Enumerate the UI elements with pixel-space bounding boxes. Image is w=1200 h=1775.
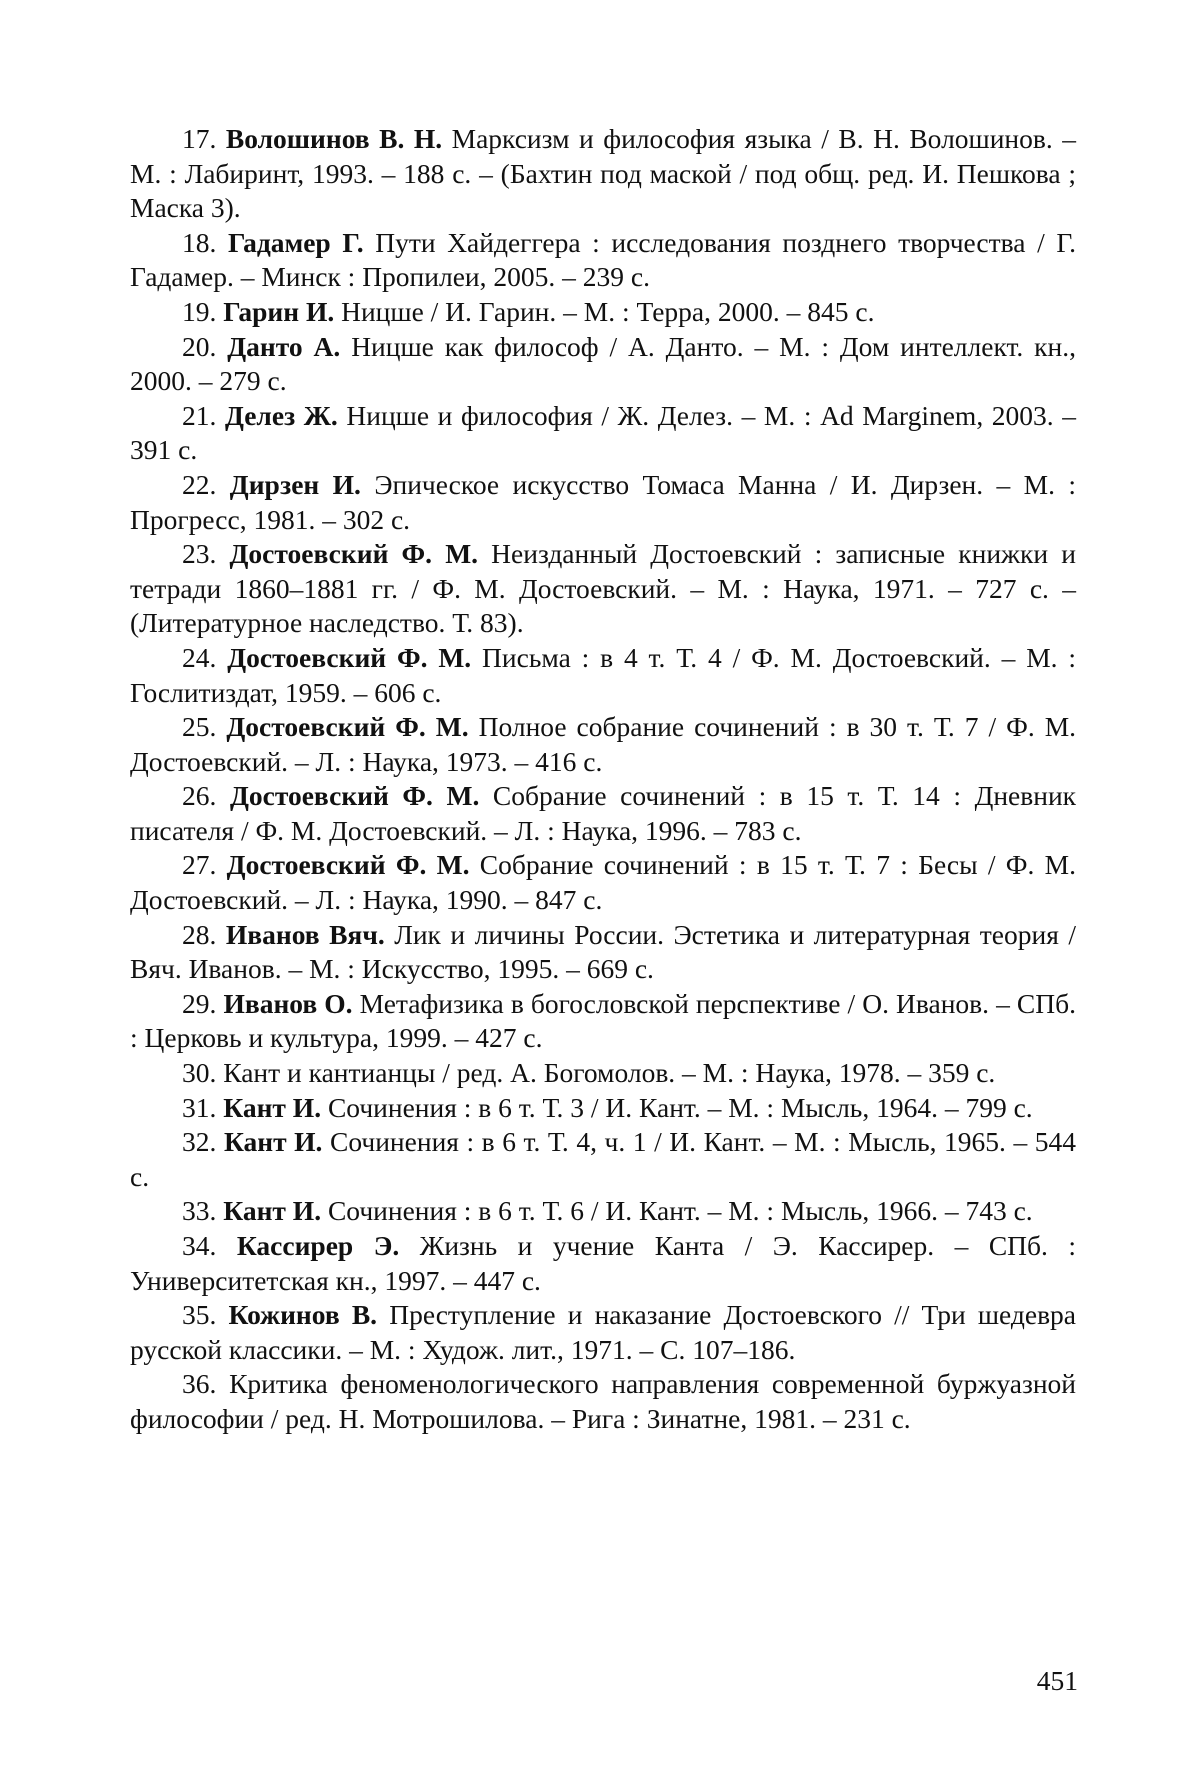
entry-number: 30. — [182, 1057, 217, 1089]
bibliography-entry — [130, 987, 1076, 1056]
entry-author: Кант И. — [223, 1195, 322, 1227]
entry-author: Кант И. — [223, 1091, 322, 1123]
bibliography-entry — [130, 641, 1076, 710]
bibliography-entry — [130, 1091, 1076, 1126]
page-number: 451 — [1036, 1665, 1078, 1696]
entry-text: Полное собрание сочинений : в 30 т. Т. 7 / Ф. М. Достоевский. – Л. : Наука, 1973. – 416 с. — [130, 711, 1077, 777]
entry-text: Эпическое искусство Томаса Манна / И. Дирзен. – М. : Прогресс, 1981. – 302 с. — [130, 468, 1077, 535]
entry-number: 22. — [182, 468, 217, 500]
entry-number: 26. — [182, 780, 217, 812]
entry-text: Сочинения : в 6 т. Т. 6 / И. Кант. – М. : Мысль, 1966. – 743 с. — [327, 1195, 1033, 1227]
entry-number: 28. — [182, 918, 217, 950]
bibliography-entry — [130, 399, 1076, 468]
entry-text: Критика феноменологического направления современной буржуазной философии / ред. Н. Мотрошилова. – Рига : Зинатне, 1981. – 231 с. — [130, 1368, 1076, 1434]
entry-number: 27. — [182, 849, 217, 881]
entry-number: 17. — [182, 123, 217, 154]
entry-number: 32. — [182, 1126, 217, 1158]
entry-text: Кант и кантианцы / ред. А. Богомолов. – М. : Наука, 1978. – 359 с. — [223, 1057, 996, 1089]
entry-author: Дирзен И. — [229, 468, 361, 500]
entry-text: Собрание сочинений : в 15 т. Т. 7 : Бесы / Ф. М. Достоевский. – Л. : Наука, 1990. – 847 с. — [130, 849, 1076, 916]
bibliography-entry — [130, 1056, 1076, 1091]
entry-number: 36. — [182, 1368, 217, 1400]
entry-author: Достоевский Ф. М. — [229, 538, 479, 570]
entry-text: Ницше как философ / А. Данто. – М. : Дом интеллект. кн., 2000. – 279 с. — [130, 330, 1076, 397]
entry-number: 19. — [182, 295, 217, 327]
entry-author: Кассирер Э. — [236, 1230, 400, 1261]
entry-author: Достоевский Ф. М. — [227, 641, 472, 673]
entry-text: Сочинения : в 6 т. Т. 3 / И. Кант. – М. : Мысль, 1964. – 799 с. — [327, 1091, 1033, 1123]
entry-author: Достоевский Ф. М. — [226, 849, 470, 881]
bibliography-entry — [130, 1367, 1076, 1436]
entry-author: Кант И. — [223, 1126, 323, 1158]
entry-number: 24. — [182, 641, 217, 673]
entry-text: Собрание сочинений : в 15 т. Т. 14 : Дневник писателя / Ф. М. Достоевский. – Л. : Наука, 1996. – 783 с. — [130, 780, 1077, 846]
entry-text: Письма : в 4 т. Т. 4 / Ф. М. Достоевский. – М. : Гослитиздат, 1959. – 606 с. — [130, 641, 1077, 708]
entry-text: Жизнь и учение Канта / Э. Кассирер. – СПб. : Университетская кн., 1997. – 447 с. — [130, 1230, 1077, 1296]
entry-text: Сочинения : в 6 т. Т. 4, ч. 1 / И. Кант. – М. : Мысль, 1965. – 544 с. — [130, 1126, 1077, 1192]
bibliography-entry — [130, 226, 1076, 295]
entry-text: Неизданный Достоевский : записные книжки и тетради 1860–1881 гг. / Ф. М. Достоевский. – М. : Наука, 1971. – 727 с. – (Литературное наследство. Т. 83). — [130, 538, 1076, 639]
entry-author: Иванов Вяч. — [225, 918, 385, 950]
bibliography-entry — [130, 1229, 1076, 1298]
entry-number: 23. — [182, 538, 217, 570]
entry-text: Лик и личины России. Эстетика и литературная теория / Вяч. Иванов. – М. : Искусство, 1995. – 669 с. — [130, 918, 1076, 985]
entry-number: 35. — [182, 1299, 217, 1331]
bibliography-entry — [130, 1194, 1076, 1229]
entry-author: Достоевский Ф. М. — [226, 711, 469, 743]
bibliography-entry — [130, 1298, 1076, 1367]
entry-text: Ницше / И. Гарин. – М. : Терра, 2000. – 845 с. — [341, 295, 875, 327]
entry-author: Гадамер Г. — [228, 226, 364, 258]
bibliography-entry — [130, 330, 1076, 399]
entry-text: Преступление и наказание Достоевского // Три шедевра русской классики. – М. : Худож. лит., 1971. – С. 107–186. — [130, 1299, 1077, 1365]
entry-author: Делез Ж. — [224, 399, 338, 431]
entry-text: Ницше и философия / Ж. Делез. – М. : Ad Marginem, 2003. – 391 с. — [130, 399, 1077, 466]
entry-text: Метафизика в богословской перспективе / О. Иванов. – СПб. : Церковь и культура, 1999. – 427 с. — [130, 987, 1076, 1054]
bibliography-entry — [130, 122, 1076, 226]
entry-author: Данто А. — [227, 330, 341, 362]
bibliography-entry — [130, 468, 1076, 537]
entry-number: 18. — [182, 226, 217, 258]
entry-number: 20. — [182, 330, 217, 362]
entry-number: 34. — [182, 1230, 217, 1261]
entry-author: Гарин И. — [223, 295, 335, 327]
entry-number: 31. — [182, 1091, 217, 1123]
entry-author: Кожинов В. — [228, 1299, 378, 1331]
bibliography-entry — [130, 1125, 1076, 1194]
entry-text: Марксизм и философия языка / В. Н. Волошинов. – М. : Лабиринт, 1993. – 188 с. – (Бахтин под маской / под общ. ред. И. Пешкова ; Маска 3). — [130, 123, 1077, 224]
entry-author: Достоевский Ф. М. — [229, 780, 480, 812]
bibliography-entry — [130, 295, 1076, 330]
bibliography-entry — [130, 848, 1076, 917]
entry-number: 25. — [182, 711, 217, 743]
entry-number: 29. — [182, 987, 217, 1019]
bibliography-entry — [130, 710, 1076, 779]
bibliography-list — [130, 122, 1076, 1437]
bibliography-entry — [130, 537, 1076, 641]
entry-number: 33. — [182, 1195, 217, 1227]
entry-number: 21. — [182, 399, 217, 431]
entry-author: Иванов О. — [223, 987, 353, 1019]
bibliography-entry — [130, 918, 1076, 987]
entry-author: Волошинов В. Н. — [225, 123, 443, 154]
entry-text: Пути Хайдеггера : исследования позднего творчества / Г. Гадамер. – Минск : Пропилеи, 2005. – 239 с. — [130, 226, 1077, 293]
bibliography-entry — [130, 779, 1076, 848]
